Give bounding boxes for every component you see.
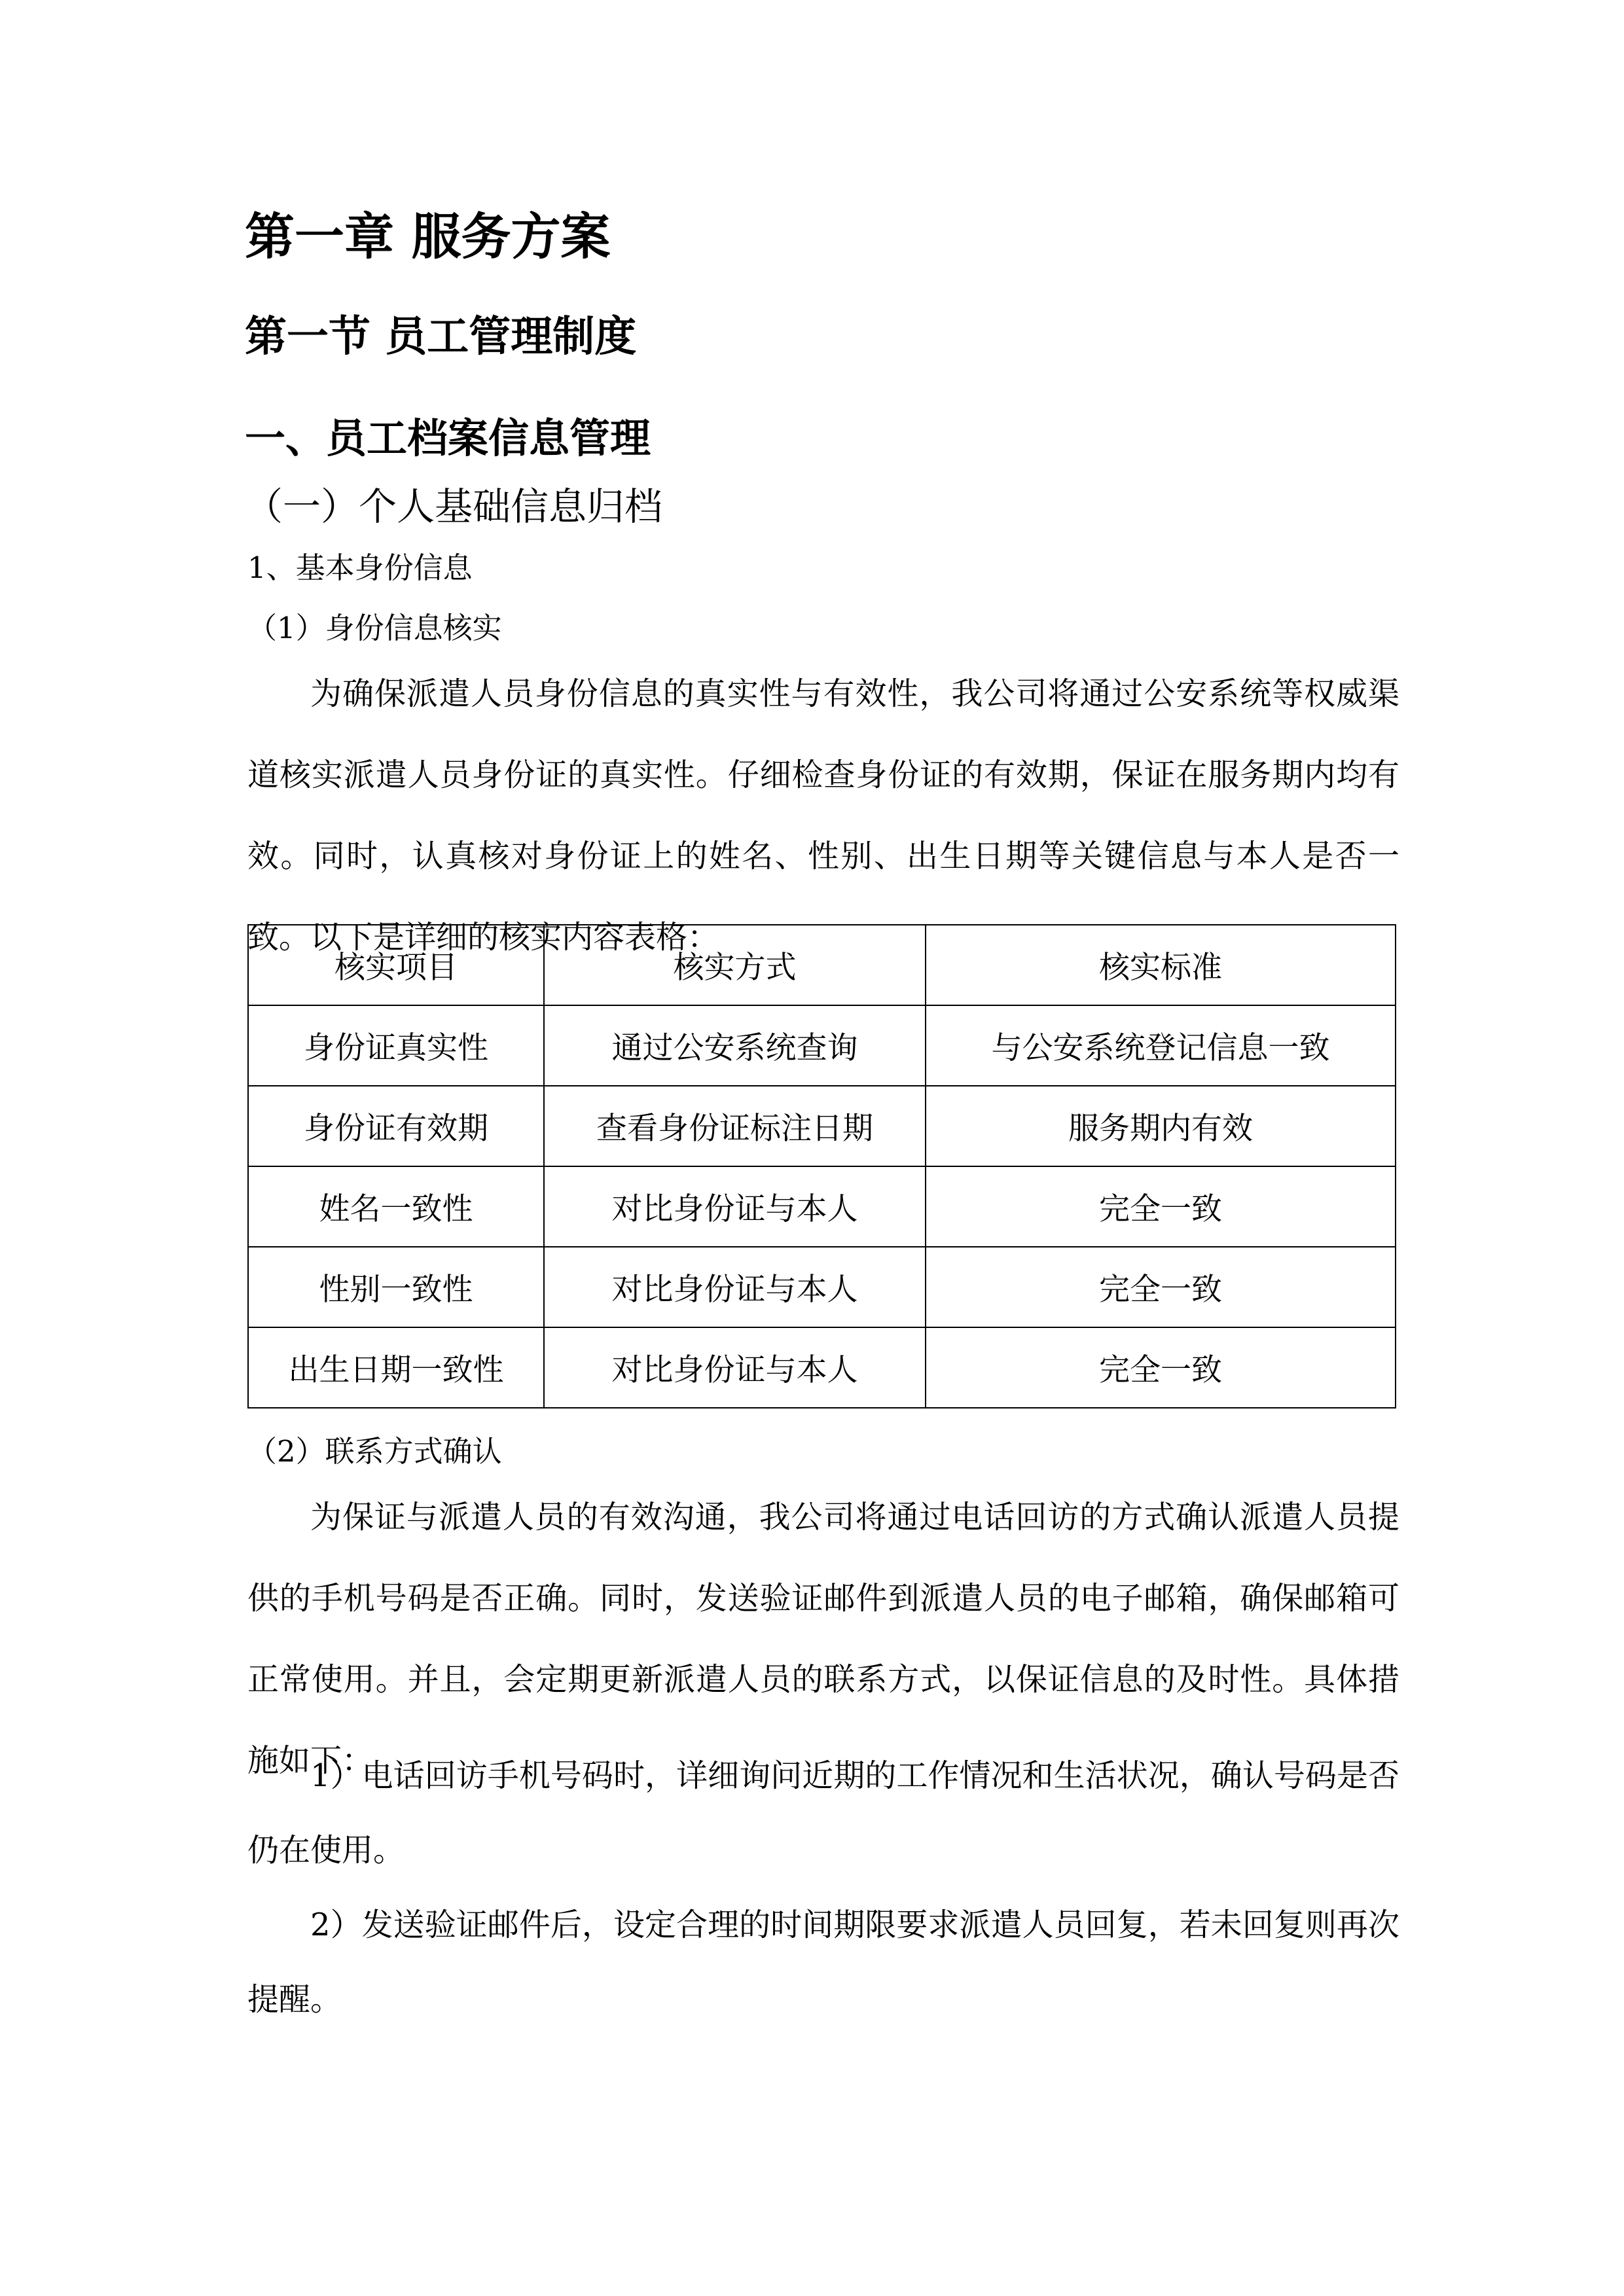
table-cell: 身份证真实性 — [248, 1005, 544, 1086]
table-cell: 完全一致 — [926, 1247, 1396, 1327]
measure-item: 1）电话回访手机号码时，详细询问近期的工作情况和生活状况，确认号码是否仍在使用。 — [247, 1757, 1399, 1869]
table-cell: 查看身份证标注日期 — [544, 1086, 926, 1166]
table-header-cell: 核实标准 — [926, 925, 1396, 1005]
table-cell: 通过公安系统查询 — [544, 1005, 926, 1086]
identity-verification-paragraph: 为确保派遣人员身份信息的真实性与有效性，我公司将通过公安系统等权威渠道核实派遣人员身份证的真实性。仔细检查身份证的有效期，保证在服务期内均有效。同时，认真核对身份证上的姓名、性别、出生日期等关键信息与本人是否一致。以下是详细的核实内容表格： — [247, 675, 1399, 956]
table-row — [248, 1327, 1396, 1408]
table-cell: 性别一致性 — [248, 1247, 544, 1327]
table-cell: 出生日期一致性 — [248, 1327, 544, 1408]
table-header-cell: 核实方式 — [544, 925, 926, 1005]
item-1-1-title: （1）身份信息核实 — [247, 611, 502, 645]
table-row — [248, 1005, 1396, 1086]
table-row — [248, 1166, 1396, 1247]
subsection-title: 一、员工档案信息管理 — [245, 414, 651, 462]
verification-table — [247, 924, 1396, 1408]
chapter-title: 第一章 服务方案 — [245, 207, 611, 266]
table-cell: 对比身份证与本人 — [544, 1327, 926, 1408]
table-cell: 服务期内有效 — [926, 1086, 1396, 1166]
sub-subsection-title: （一）个人基础信息归档 — [245, 484, 663, 529]
item-1-title: 1、基本身份信息 — [247, 550, 473, 585]
section-title: 第一节 员工管理制度 — [245, 313, 637, 361]
table-header-cell: 核实项目 — [248, 925, 544, 1005]
table-header-row — [248, 925, 1396, 1005]
table-cell: 与公安系统登记信息一致 — [926, 1005, 1396, 1086]
table-cell: 身份证有效期 — [248, 1086, 544, 1166]
table-cell: 完全一致 — [926, 1327, 1396, 1408]
table-cell: 完全一致 — [926, 1166, 1396, 1247]
table-cell: 对比身份证与本人 — [544, 1166, 926, 1247]
table-cell: 对比身份证与本人 — [544, 1247, 926, 1327]
table-cell: 姓名一致性 — [248, 1166, 544, 1247]
table-row — [248, 1086, 1396, 1166]
table-row — [248, 1247, 1396, 1327]
item-1-2-title: （2）联系方式确认 — [247, 1434, 502, 1469]
contact-confirmation-paragraph: 为保证与派遣人员的有效沟通，我公司将通过电话回访的方式确认派遣人员提供的手机号码是否正确。同时，发送验证邮件到派遣人员的电子邮箱，确保邮箱可正常使用。并且，会定期更新派遣人员的联系方式，以保证信息的及时性。具体措施如下： — [247, 1499, 1399, 1779]
measure-item: 2）发送验证邮件后，设定合理的时间期限要求派遣人员回复，若未回复则再次提醒。 — [247, 1907, 1399, 2018]
